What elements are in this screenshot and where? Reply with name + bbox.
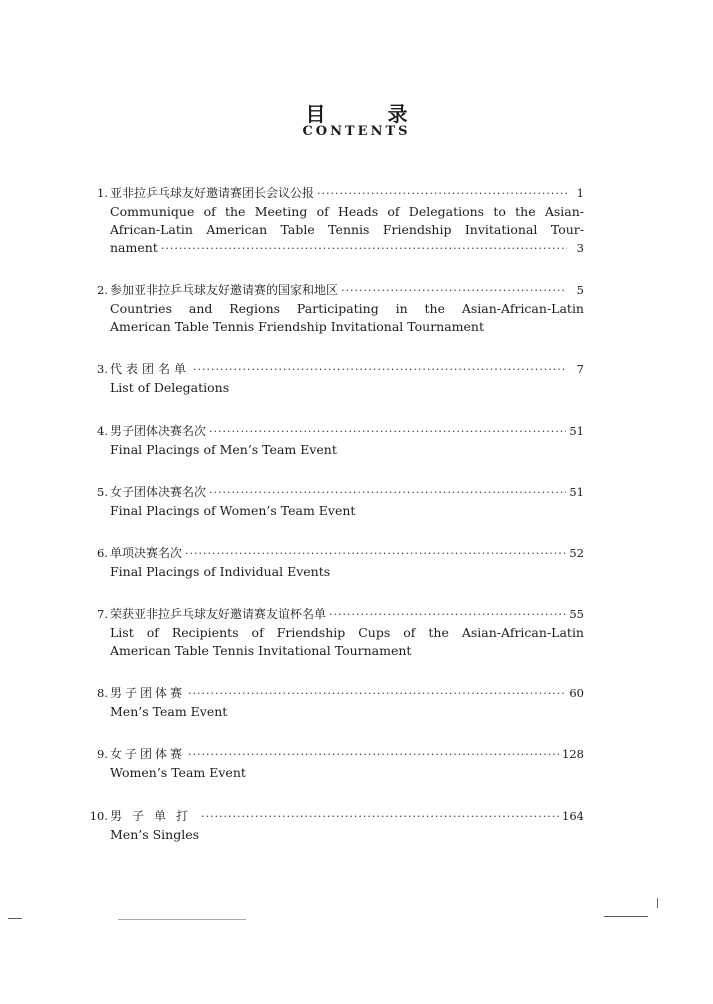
entry-title-chinese: 男子单打 bbox=[110, 809, 199, 823]
entry-title-chinese: 男子团体决赛名次 bbox=[110, 424, 207, 438]
toc-entry-8[interactable] bbox=[78, 684, 584, 721]
entry-title-english-line: Men’s Team Event bbox=[110, 704, 228, 719]
entry-title-chinese: 亚非拉乒乓球友好邀请赛团长会议公报 bbox=[110, 186, 315, 200]
dot-leader bbox=[341, 282, 567, 300]
entry-number: 9. bbox=[97, 747, 108, 761]
entry-number: 2. bbox=[97, 283, 108, 297]
entry-number: 8. bbox=[97, 686, 108, 700]
entry-page-number: 51 bbox=[569, 485, 584, 499]
entry-number: 7. bbox=[97, 607, 108, 621]
entry-page-number: 55 bbox=[569, 607, 584, 621]
entry-page-number: 128 bbox=[562, 747, 584, 761]
entry-title-chinese: 参加亚非拉乒乓球友好邀请赛的国家和地区 bbox=[110, 283, 339, 297]
scan-mark bbox=[118, 919, 246, 920]
entry-page-number-english: 3 bbox=[576, 241, 584, 255]
toc-entry-4[interactable] bbox=[78, 422, 584, 459]
entry-title-english-line: American Table Tennis Invitational Tournament bbox=[110, 643, 412, 658]
toc-entry-2[interactable] bbox=[78, 281, 584, 336]
entry-title-chinese: 女子团体决赛名次 bbox=[110, 485, 207, 499]
page-title-english: CONTENTS bbox=[302, 124, 411, 139]
entry-page-number: 60 bbox=[569, 686, 584, 700]
entry-page-number: 164 bbox=[562, 809, 584, 823]
entry-page-number: 52 bbox=[569, 546, 584, 560]
entry-title-english-line: Final Placings of Individual Events bbox=[110, 564, 331, 579]
entry-page-number: 51 bbox=[569, 424, 584, 438]
toc-entry-7[interactable] bbox=[78, 605, 584, 660]
toc-entry-9[interactable] bbox=[78, 745, 584, 782]
entry-title-english-line: American Table Tennis Friendship Invitational Tournament bbox=[110, 319, 484, 334]
entry-title-chinese: 女子团体赛 bbox=[110, 747, 186, 761]
scan-mark bbox=[8, 918, 22, 919]
dot-leader bbox=[185, 545, 566, 563]
dot-leader bbox=[209, 423, 566, 441]
entry-title-english-line: List of Recipients of Friendship Cups of the Asian-African-Latin bbox=[110, 625, 584, 640]
entry-title-english-line: Final Placings of Women’s Team Event bbox=[110, 503, 356, 518]
entry-number: 10. bbox=[89, 809, 108, 823]
toc-entry-5[interactable] bbox=[78, 483, 584, 520]
entry-title-chinese: 代表团名单 bbox=[110, 362, 191, 376]
entry-number: 5. bbox=[97, 485, 108, 499]
toc-entry-10[interactable] bbox=[78, 807, 584, 844]
entry-page-number: 5 bbox=[576, 283, 584, 297]
entry-title-english-line: Final Placings of Men’s Team Event bbox=[110, 442, 337, 457]
scan-mark bbox=[604, 916, 648, 917]
dot-leader bbox=[188, 746, 559, 764]
scan-mark bbox=[657, 898, 658, 908]
page-title-chinese: 目录 bbox=[305, 102, 470, 126]
entry-title-english-line: Women’s Team Event bbox=[110, 765, 246, 780]
entry-page-number: 7 bbox=[576, 362, 584, 376]
entry-title-english-line: Men’s Singles bbox=[110, 827, 200, 842]
entry-title-english-line: Countries and Regions Participating in the Asian-African-Latin bbox=[110, 301, 584, 316]
dot-leader bbox=[329, 606, 566, 624]
entry-page-number: 1 bbox=[576, 186, 584, 200]
dot-leader bbox=[161, 240, 567, 258]
toc-entry-6[interactable] bbox=[78, 544, 584, 581]
dot-leader bbox=[193, 361, 567, 379]
entry-title-english-line: African-Latin American Table Tennis Friendship Invitational Tour- bbox=[110, 222, 584, 237]
entry-title-chinese: 荣获亚非拉乒乓球友好邀请赛友谊杯名单 bbox=[110, 607, 327, 621]
entry-title-english-line: Communique of the Meeting of Heads of Delegations to the Asian- bbox=[110, 204, 584, 219]
dot-leader bbox=[317, 185, 567, 203]
entry-title-chinese: 男子团体赛 bbox=[110, 686, 186, 700]
entry-number: 4. bbox=[97, 424, 108, 438]
dot-leader bbox=[209, 484, 566, 502]
toc-entry-1[interactable] bbox=[78, 184, 584, 258]
dot-leader bbox=[188, 685, 566, 703]
dot-leader bbox=[201, 808, 559, 826]
entry-number: 3. bbox=[97, 362, 108, 376]
entry-number: 1. bbox=[97, 186, 108, 200]
entry-title-english-line: List of Delegations bbox=[110, 380, 230, 395]
entry-title-chinese: 单项决赛名次 bbox=[110, 546, 183, 560]
entry-number: 6. bbox=[97, 546, 108, 560]
toc-entry-3[interactable] bbox=[78, 360, 584, 397]
entry-title-english-line: nament bbox=[110, 240, 158, 255]
